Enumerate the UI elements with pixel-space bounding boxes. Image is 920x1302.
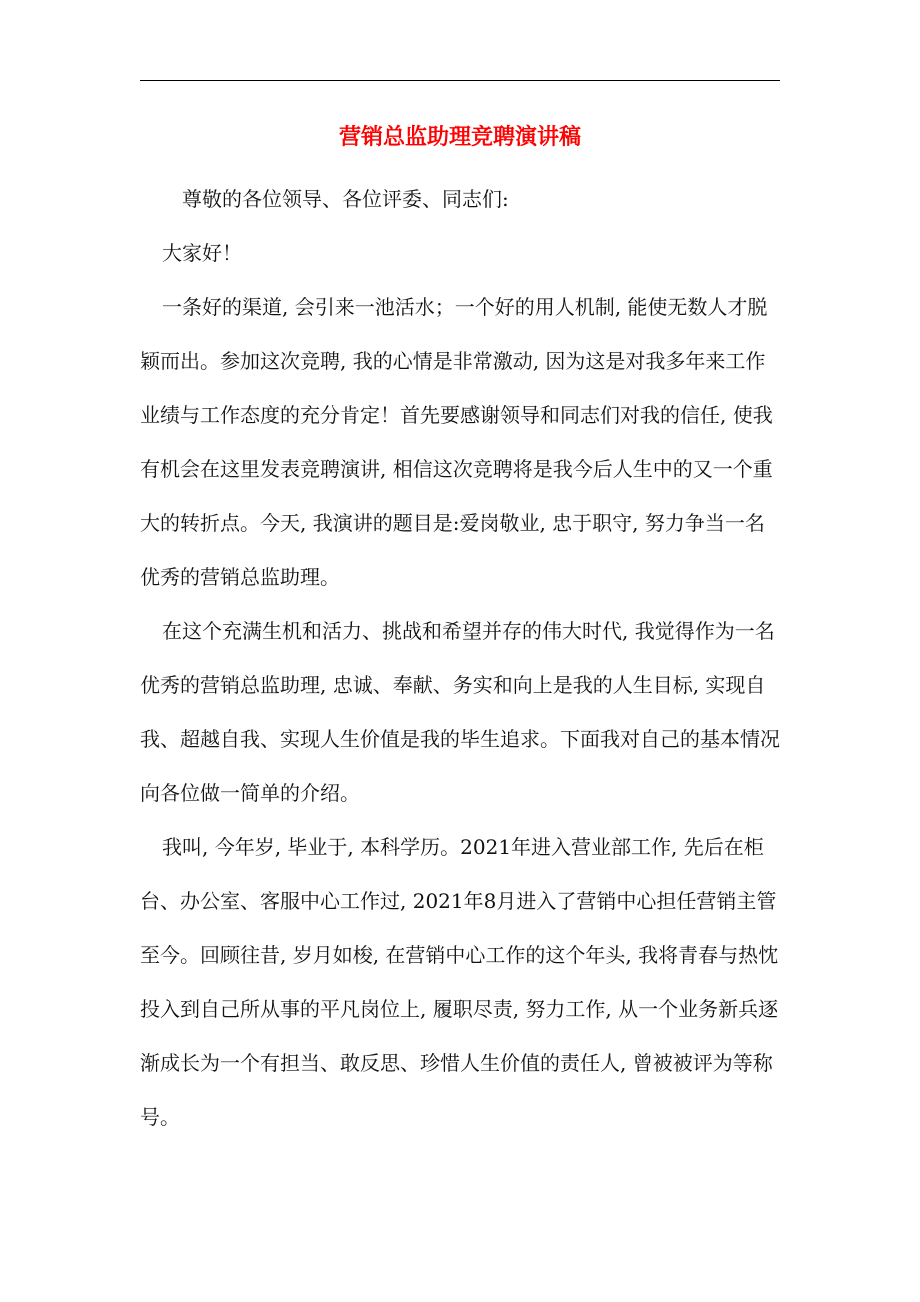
header-rule — [140, 80, 780, 81]
body-paragraph: 我叫, 今年岁, 毕业于, 本科学历。2021年进入营业部工作, 先后在柜台、办公室、客服中心工作过, 2021年8月进入了营销中心担任营销主管至今。回顾往昔, 岁月如梭, 在营销中心工作的这个年头, 我将青春与热忱投入到自己所从事的平凡岗位上, 履职尽责, 努力工作, 从一个业务新兵逐渐成长为一个有担当、敢反思、珍惜人生价值的责任人, 曾被被评为等称号。 — [140, 835, 779, 1129]
salutation: 尊敬的各位领导、各位评委、同志们: — [182, 187, 509, 211]
greeting: 大家好！ — [162, 241, 242, 265]
body-paragraph: 一条好的渠道, 会引来一池活水；一个好的用人机制, 能使无数人才脱颖而出。参加这次竞聘, 我的心情是非常激动, 因为这是对我多年来工作业绩与工作态度的充分肯定！首先要感谢领导和同志们对我的信任, 使我有机会在这里发表竞聘演讲, 相信这次竞聘将是我今后人生中的又一个重大的转折点。今天, 我演讲的题目是:爱岗敬业, 忠于职守, 努力争当一名优秀的营销总监助理。 — [140, 295, 773, 589]
document-body — [140, 172, 780, 1144]
body-paragraph: 在这个充满生机和活力、挑战和希望并存的伟大时代, 我觉得作为一名优秀的营销总监助理, 忠诚、奉献、务实和向上是我的人生目标, 实现自我、超越自我、实现人生价值是我的毕生追求。下面我对自己的基本情况向各位做一简单的介绍。 — [140, 619, 780, 805]
document-title: 营销总监助理竞聘演讲稿 — [338, 125, 581, 150]
